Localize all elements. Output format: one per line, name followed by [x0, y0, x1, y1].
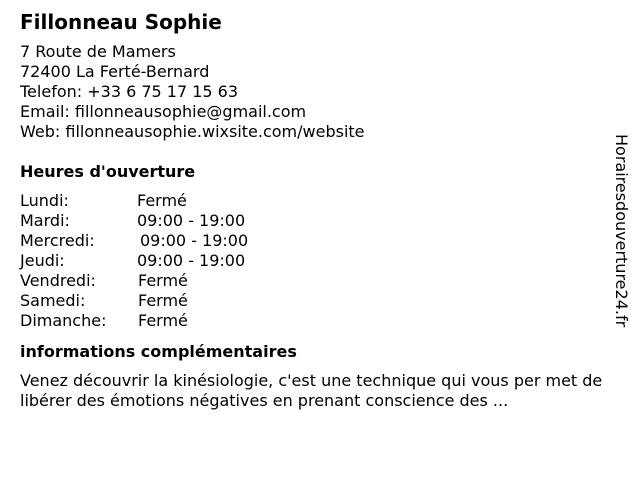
time-value: 09:00 - 19:00 — [137, 211, 246, 230]
day-label: Jeudi: — [20, 251, 65, 270]
phone-line: Telefon: +33 6 75 17 15 63 — [20, 82, 239, 101]
day-label: Samedi: — [20, 291, 86, 310]
day-label: Mercredi: — [20, 231, 95, 250]
opening-hours-table — [20, 191, 610, 331]
email-line: Email: fillonneausophie@gmail.com — [20, 102, 307, 121]
time-value: 09:00 - 19:00 — [140, 231, 249, 250]
day-label: Mardi: — [20, 211, 70, 230]
time-value: Fermé — [137, 191, 187, 210]
time-value: Fermé — [138, 291, 188, 310]
hours-row-dimanche — [20, 311, 610, 331]
web-line: Web: fillonneausophie.wixsite.com/website — [20, 122, 365, 141]
hours-row-vendredi — [20, 271, 610, 291]
address-line-city: 72400 La Ferté-Bernard — [20, 62, 210, 81]
hours-row-lundi — [20, 191, 610, 211]
hours-row-jeudi — [20, 251, 610, 271]
brand-watermark: Horairesdouverture24.fr — [612, 134, 631, 328]
business-name: Fillonneau Sophie — [20, 10, 222, 34]
day-label: Lundi: — [20, 191, 69, 210]
info-heading: informations complémentaires — [20, 342, 297, 361]
info-description: Venez découvrir la kinésiologie, c'est une technique qui vous per met de libérer des émotions négatives en prenant conscience des ... — [20, 371, 603, 410]
address-line-street: 7 Route de Mamers — [20, 42, 176, 61]
day-label: Dimanche: — [20, 311, 107, 330]
hours-row-mercredi — [20, 231, 610, 251]
time-value: 09:00 - 19:00 — [137, 251, 246, 270]
hours-heading: Heures d'ouverture — [20, 162, 196, 181]
hours-row-samedi — [20, 291, 610, 311]
time-value: Fermé — [138, 271, 188, 290]
time-value: Fermé — [138, 311, 188, 330]
business-card — [20, 10, 610, 411]
hours-row-mardi — [20, 211, 610, 231]
day-label: Vendredi: — [20, 271, 96, 290]
